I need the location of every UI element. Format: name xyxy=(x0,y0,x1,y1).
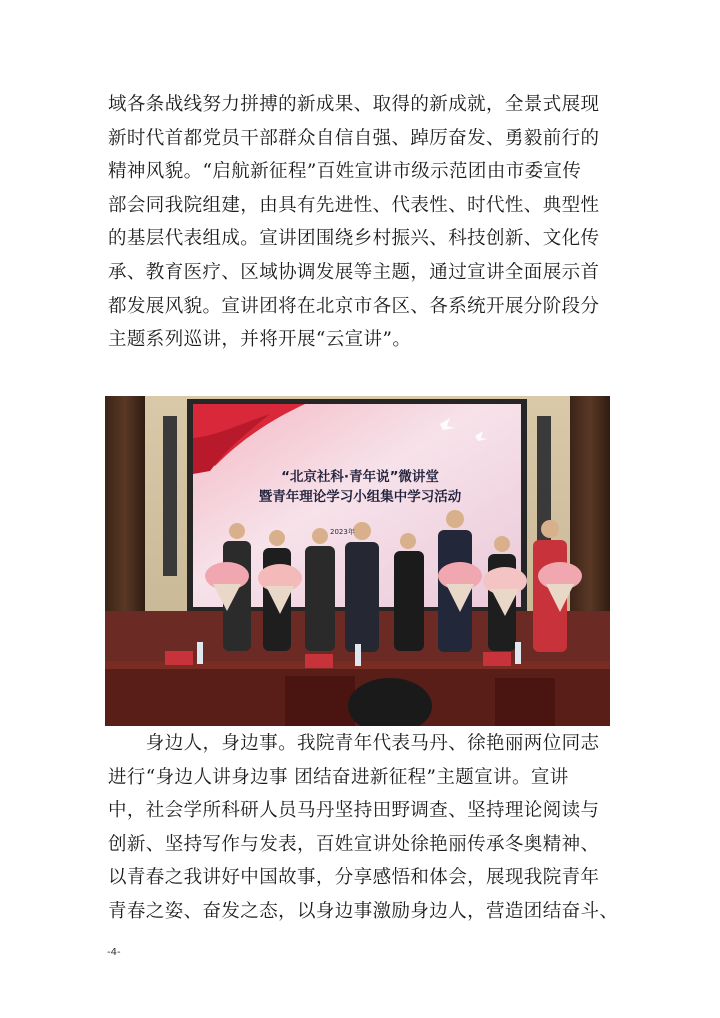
text-line: 创新、坚持写作与发表，百姓宣讲处徐艳丽传承冬奥精神、 xyxy=(108,833,600,855)
text-line: 精神风貌。“启航新征程”百姓宣讲市级示范团由市委宣传 xyxy=(108,161,582,183)
text-line: 进行“身边人讲身边事 团结奋进新征程”主题宣讲。宣讲 xyxy=(108,766,569,788)
screen-date: 2023年 xyxy=(330,528,355,536)
paragraph-top xyxy=(108,88,613,357)
text-line: 中，社会学所科研人员马丹坚持田野调查、坚持理论阅读与 xyxy=(108,800,600,822)
text-line: 域各条战线努力拼搏的新成果、取得的新成就，全景式展现 xyxy=(108,94,600,115)
text-line: 承、教育医疗、区域协调发展等主题，通过宣讲全面展示首 xyxy=(108,261,600,283)
screen-title-line2: 暨青年理论学习小组集中学习活动 xyxy=(258,489,462,505)
text-line: 主题系列巡讲，并将开展“云宣讲”。 xyxy=(108,329,412,351)
page-number: -4- xyxy=(107,947,121,958)
paragraph-bottom xyxy=(108,727,619,929)
event-photo-illustration xyxy=(105,396,610,726)
screen-title-line1: “北京社科·青年说”微讲堂 xyxy=(281,469,439,485)
text-line: 青春之姿、奋发之态，以身边事激励身边人，营造团结奋斗、 xyxy=(108,900,619,922)
event-photo xyxy=(105,396,610,726)
text-line: 部会同我院组建，由具有先进性、代表性、时代性、典型性 xyxy=(108,194,600,216)
text-line: 身边人，身边事。我院青年代表马丹、徐艳丽两位同志 xyxy=(108,733,600,754)
text-line: 以青春之我讲好中国故事，分享感悟和体会，展现我院青年 xyxy=(108,867,600,889)
text-line: 都发展风貌。宣讲团将在北京市各区、各系统开展分阶段分 xyxy=(108,295,600,317)
text-line: 新时代首都党员干部群众自信自强、踔厉奋发、勇毅前行的 xyxy=(108,127,600,149)
text-line: 的基层代表组成。宣讲团围绕乡村振兴、科技创新、文化传 xyxy=(108,228,600,250)
